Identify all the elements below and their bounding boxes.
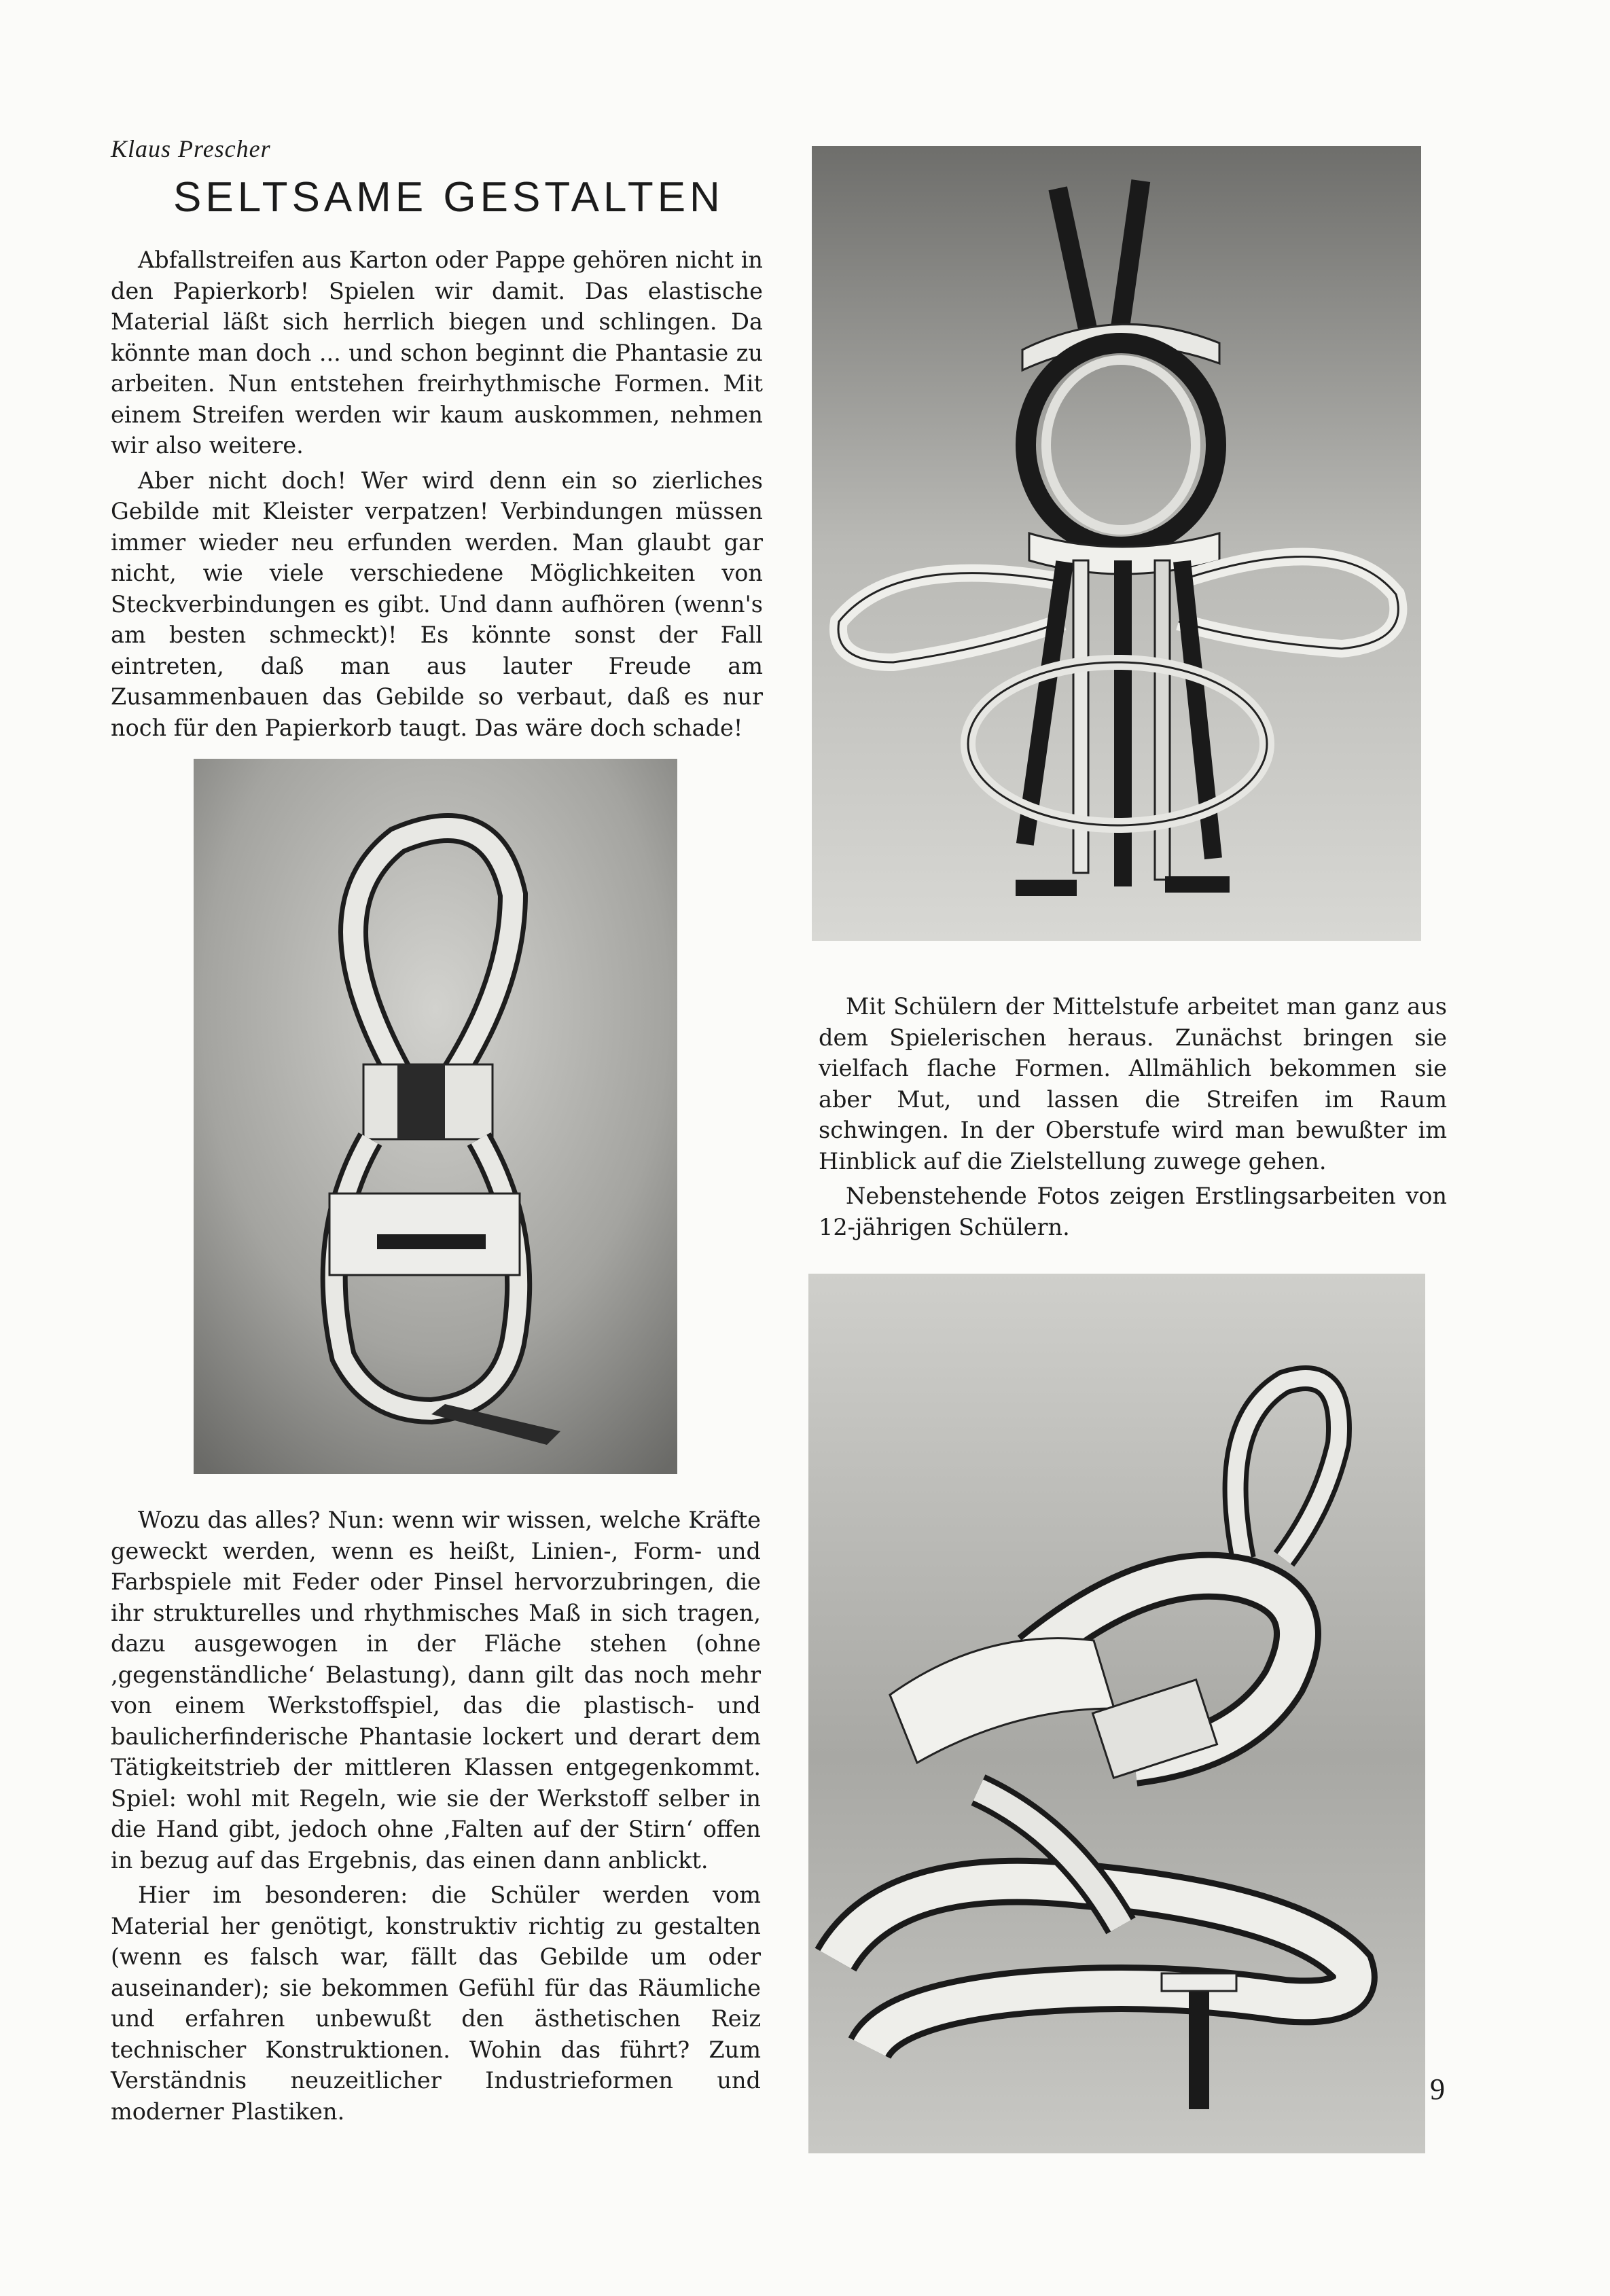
sculpture-loop-illustration xyxy=(194,759,677,1474)
photo-sculpture-swirl xyxy=(808,1274,1425,2153)
paragraph: Mit Schülern der Mittelstufe arbeitet man ganz aus dem Spielerischen heraus. Zunächst bringen sie vielfach flache Formen. Allmählich bekommen sie aber Mut, und lassen die Streifen im Raum schwingen. In der Oberstufe wird man bewußter im Hinblick auf die Zielstellung zuwege gehen. xyxy=(819,993,1447,1174)
article-title: SELTSAME GESTALTEN xyxy=(173,174,724,221)
middle-text xyxy=(819,991,1447,1246)
photo-sculpture-figure xyxy=(812,146,1421,941)
sculpture-figure-illustration xyxy=(812,146,1421,941)
paragraph: Hier im besonderen: die Schüler werden vom Material her genötigt, konstruktiv richtig zu gestalten (wenn es falsch war, fällt das Gebilde um oder auseinander); sie bekommen Gefühl für das Räumliche und erfahren unbewußt den ästhetischen Reiz technischer Konstruktionen. Wohin das führt? Zum Verständnis neuzeitlicher Industrieformen und moderner Plastiken. xyxy=(111,1882,761,2125)
page-number: 9 xyxy=(1430,2073,1445,2106)
intro-text xyxy=(111,245,763,747)
paragraph: Wozu das alles? Nun: wenn wir wissen, welche Kräfte geweckt werden, wenn es heißt, Linien-, Form- und Farbspiele mit Feder oder Pinsel hervorzubringen, die ihr strukturelles und rhythmisches Maß in sich tragen, dazu ausgewogen in der Fläche stehen (ohne ‚gegenständliche‘ Belastung), dann gilt das noch mehr von einem Werkstoffspiel, das die plastisch- und baulicherfinderische Phantasie lockert und derart dem Tätigkeitstrieb der mittleren Klassen entgegenkommt. Spiel: wohl mit Regeln, wie sie der Werkstoff selber in die Hand gibt, jedoch ohne ‚Falten auf der Stirn‘ offen in bezug auf das Ergebnis, das einen dann anblickt. xyxy=(111,1507,761,1873)
paragraph: Nebenstehende Fotos zeigen Erstlingsarbeiten von 12-jährigen Schülern. xyxy=(819,1183,1447,1240)
sculpture-swirl-illustration xyxy=(808,1274,1425,2153)
closing-text xyxy=(111,1505,761,2131)
paragraph: Aber nicht doch! Wer wird denn ein so zierliches Gebilde mit Kleister verpatzen! Verbindungen müssen immer wieder neu erfunden werden. Man glaubt gar nicht, wie viele verschiedene Möglichkeiten von Steckverbindungen es gibt. Und dann aufhören (wenn's am besten schmeckt)! Es könnte sonst der Fall eintreten, daß man aus lauter Freude am Zusammenbauen das Gebilde so verbaut, daß es nur noch für den Papierkorb taugt. Das wäre doch schade! xyxy=(111,467,763,741)
author-name: Klaus Prescher xyxy=(111,135,271,162)
photo-sculpture-loop xyxy=(194,759,677,1474)
paragraph: Abfallstreifen aus Karton oder Pappe gehören nicht in den Papierkorb! Spielen wir damit. Das elastische Material läßt sich herrlich biegen und schlingen. Da könnte man doch ... und schon beginnt die Phantasie zu arbeiten. Nun entstehen freirhythmische Formen. Mit einem Streifen werden wir kaum auskommen, nehmen wir also weitere. xyxy=(111,247,763,459)
